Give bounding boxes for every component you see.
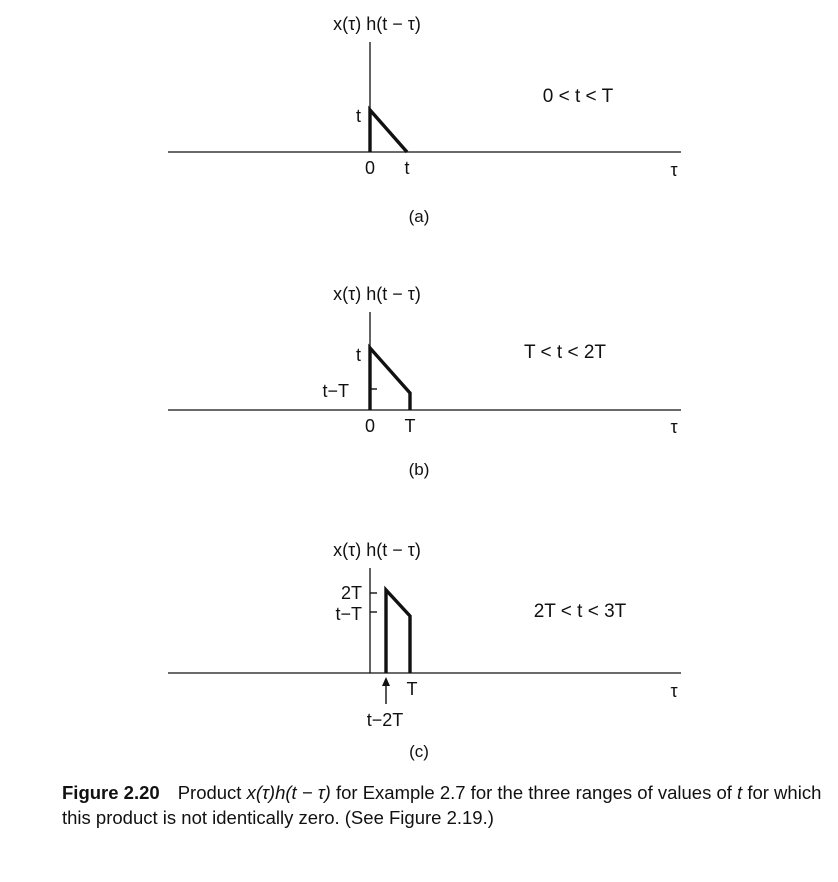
caption-text-2: for Example 2.7 for the three ranges of values of bbox=[330, 782, 738, 803]
panel-b-xtick-T: T bbox=[404, 416, 416, 436]
caption-math-product: x(τ)h(t − τ) bbox=[246, 782, 331, 803]
panel-b-range: T < t < 2T bbox=[523, 342, 607, 363]
panel-b-ytick-t-minus-T: t−T bbox=[322, 381, 349, 401]
panel-c-xlabel-tau: τ bbox=[670, 681, 678, 701]
panel-c-arrow-head-icon bbox=[382, 677, 390, 686]
panel-a-sublabel: (a) bbox=[408, 207, 430, 226]
panel-a-xlabel-tau: τ bbox=[670, 160, 678, 180]
panel-a-range: 0 < t < T bbox=[542, 86, 614, 107]
caption-text-1: Product bbox=[177, 782, 247, 803]
panel-c-ytick-t-minus-T: t−T bbox=[335, 604, 362, 624]
caption-figure-label: Figure 2.20 bbox=[62, 782, 160, 803]
panel-c-range: 2T < t < 3T bbox=[533, 601, 627, 622]
panel-a-ytick-t: t bbox=[355, 106, 361, 126]
panel-c-sublabel: (c) bbox=[409, 742, 429, 761]
caption-text-3: for which this product is not identically zero. (See Figure 2.19.) bbox=[62, 782, 822, 828]
panel-a-product-curve bbox=[370, 110, 407, 152]
panel-c-arrow-label: t−2T bbox=[366, 710, 404, 730]
panel-c-xtick-T: T bbox=[406, 679, 418, 699]
panel-a-xtick-t: t bbox=[404, 158, 410, 178]
panel-c-ylabel: x(τ) h(t − τ) bbox=[333, 540, 421, 560]
panel-b-ytick-t: t bbox=[355, 345, 361, 365]
panel-b-sublabel: (b) bbox=[408, 460, 430, 479]
panel-a-xtick-0: 0 bbox=[364, 158, 376, 178]
caption-math-t: t bbox=[737, 782, 743, 803]
panel-b-xtick-0: 0 bbox=[364, 416, 376, 436]
figure-caption bbox=[62, 780, 832, 830]
panel-c-product-curve bbox=[386, 590, 410, 673]
panel-c bbox=[168, 540, 681, 761]
panel-a-ylabel: x(τ) h(t − τ) bbox=[333, 14, 421, 34]
panel-b bbox=[168, 284, 681, 479]
panel-b-ylabel: x(τ) h(t − τ) bbox=[333, 284, 421, 304]
panel-a bbox=[168, 14, 681, 226]
panel-b-xlabel-tau: τ bbox=[670, 417, 678, 437]
panel-b-product-curve bbox=[370, 348, 410, 410]
panel-c-ytick-2T: 2T bbox=[340, 583, 362, 603]
